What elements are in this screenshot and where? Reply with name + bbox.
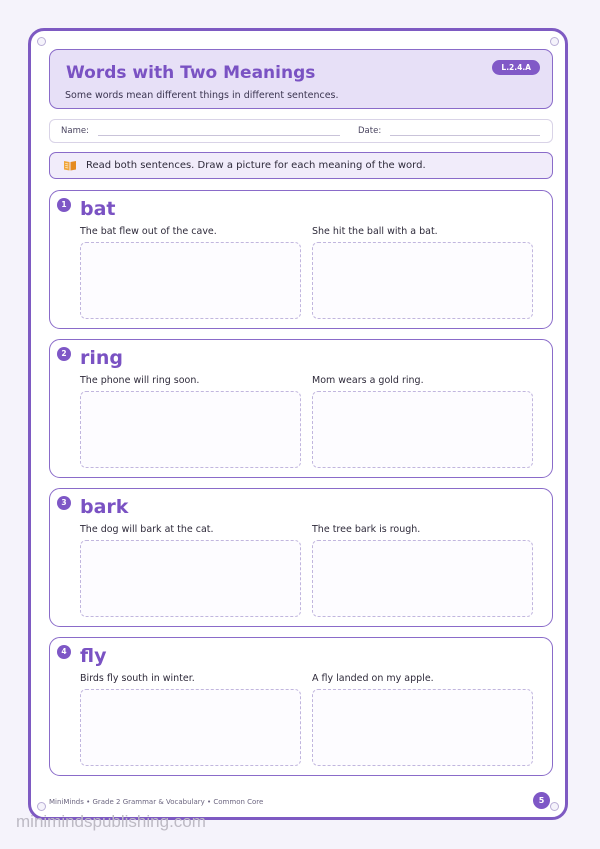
book-icon — [63, 160, 77, 171]
watermark: minimindspublishing.com — [16, 812, 206, 831]
drawing-box[interactable] — [312, 391, 533, 468]
sentence-2: A fly landed on my apple. — [312, 673, 434, 684]
sentence-1: The bat flew out of the cave. — [80, 226, 217, 237]
name-label: Name: — [61, 126, 89, 136]
worksheet-page — [28, 28, 568, 820]
corner-hole — [37, 37, 46, 46]
drawing-box[interactable] — [80, 689, 301, 766]
item-number: 3 — [57, 496, 71, 510]
drawing-box[interactable] — [80, 242, 301, 319]
word-card — [49, 488, 553, 627]
sentence-2: Mom wears a gold ring. — [312, 375, 424, 386]
date-field[interactable] — [390, 135, 540, 136]
word-card — [49, 339, 553, 478]
vocab-word: bat — [80, 198, 116, 220]
worksheet-header — [49, 49, 553, 109]
word-card — [49, 637, 553, 776]
sentence-2: She hit the ball with a bat. — [312, 226, 438, 237]
item-number: 4 — [57, 645, 71, 659]
footer-text: MiniMinds • Grade 2 Grammar & Vocabulary • Common Core — [49, 798, 264, 806]
name-date-row — [49, 119, 553, 143]
drawing-box[interactable] — [312, 242, 533, 319]
page-number: 5 — [533, 792, 550, 809]
date-label: Date: — [358, 126, 382, 136]
sentence-2: The tree bark is rough. — [312, 524, 421, 535]
vocab-word: fly — [80, 645, 107, 667]
drawing-box[interactable] — [80, 540, 301, 617]
name-field[interactable] — [98, 135, 340, 136]
corner-hole — [550, 802, 559, 811]
drawing-box[interactable] — [80, 391, 301, 468]
instructions-text: Read both sentences. Draw a picture for each meaning of the word. — [86, 160, 426, 171]
instructions-banner — [49, 152, 553, 179]
drawing-box[interactable] — [312, 689, 533, 766]
word-card — [49, 190, 553, 329]
page-title: Words with Two Meanings — [66, 63, 316, 83]
standard-badge: L.2.4.A — [492, 60, 540, 75]
item-number: 2 — [57, 347, 71, 361]
vocab-word: ring — [80, 347, 124, 369]
sentence-1: The phone will ring soon. — [80, 375, 200, 386]
corner-hole — [37, 802, 46, 811]
corner-hole — [550, 37, 559, 46]
drawing-box[interactable] — [312, 540, 533, 617]
sentence-1: Birds fly south in winter. — [80, 673, 195, 684]
page-subtitle: Some words mean different things in different sentences. — [65, 90, 339, 101]
item-number: 1 — [57, 198, 71, 212]
sentence-1: The dog will bark at the cat. — [80, 524, 214, 535]
vocab-word: bark — [80, 496, 129, 518]
